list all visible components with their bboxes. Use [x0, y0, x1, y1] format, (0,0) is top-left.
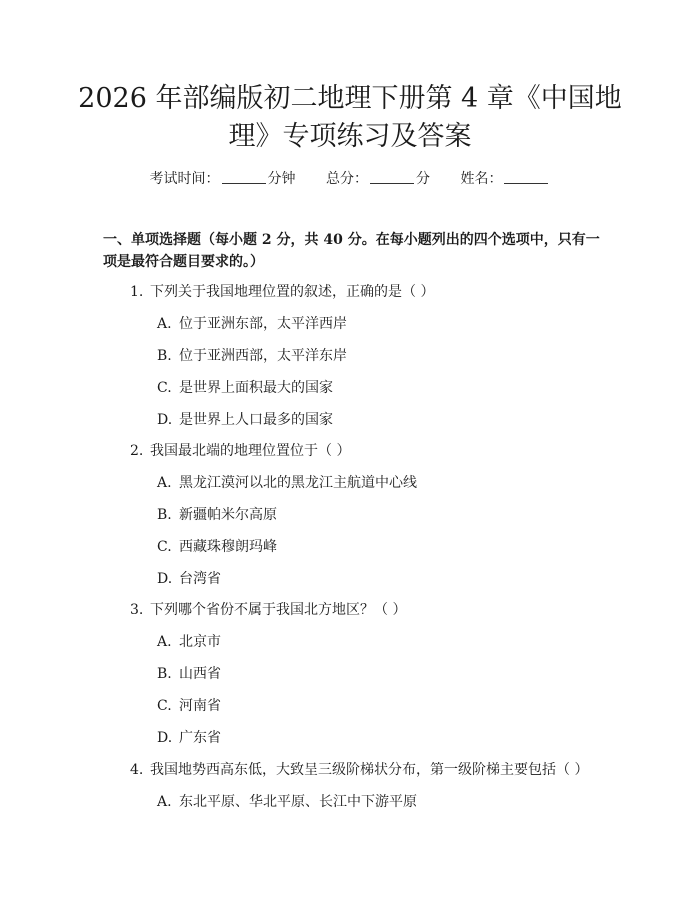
option-letter: C.: [157, 539, 172, 555]
option-letter: B.: [157, 348, 172, 364]
option-3c: [157, 695, 221, 715]
question-2: [130, 440, 350, 460]
question-number: 1.: [130, 284, 144, 300]
option-text: 新疆帕米尔高原: [179, 507, 277, 523]
score-blank: [370, 171, 414, 184]
name-blank: [504, 171, 548, 184]
section-heading: 一、单项选择题（每小题 2 分，共 40 分。在每小题列出的四个选项中，只有一项是最符合题目要求的。）: [103, 232, 600, 270]
option-letter: A.: [157, 475, 172, 491]
option-1a: [157, 313, 347, 333]
option-letter: B.: [157, 507, 172, 523]
question-number: 3.: [130, 602, 144, 618]
option-letter: A.: [157, 316, 172, 332]
option-letter: A.: [157, 634, 172, 650]
option-text: 广东省: [179, 730, 221, 746]
option-4a: [157, 791, 417, 811]
option-text: 是世界上人口最多的国家: [179, 412, 333, 428]
option-2c: [157, 536, 277, 556]
time-blank: [222, 171, 266, 184]
option-3d: [157, 727, 221, 747]
name-label: 姓名：: [460, 171, 503, 187]
option-letter: C.: [157, 380, 172, 396]
question-3: [130, 599, 406, 619]
question-number: 2.: [130, 443, 144, 459]
option-3a: [157, 631, 221, 651]
option-letter: B.: [157, 666, 172, 682]
total-score: [326, 171, 430, 187]
option-text: 山西省: [179, 666, 221, 682]
question-1: [130, 281, 434, 301]
student-name: [460, 171, 550, 187]
question-text: 我国最北端的地理位置位于（ ）: [150, 443, 351, 459]
title-line-1: 2026 年部编版初二地理下册第 4 章《中国地: [78, 83, 622, 114]
option-1c: [157, 377, 333, 397]
option-letter: C.: [157, 698, 172, 714]
question-text: 我国地势西高东低，大致呈三级阶梯状分布，第一级阶梯主要包括（ ）: [150, 762, 589, 778]
option-text: 位于亚洲东部，太平洋西岸: [179, 316, 347, 332]
option-2a: [157, 472, 417, 492]
option-letter: D.: [157, 571, 173, 587]
time-unit: 分钟: [267, 171, 296, 187]
option-text: 河南省: [179, 698, 221, 714]
option-text: 东北平原、华北平原、长江中下游平原: [179, 794, 417, 810]
option-2d: [157, 568, 221, 588]
option-1d: [157, 409, 333, 429]
option-text: 台湾省: [179, 571, 221, 587]
question-text: 下列关于我国地理位置的叙述，正确的是（ ）: [150, 284, 435, 300]
option-1b: [157, 345, 347, 365]
exam-time: [150, 171, 296, 187]
option-3b: [157, 663, 221, 683]
score-unit: 分: [416, 171, 430, 187]
exam-meta: [0, 168, 700, 188]
document-title: [60, 80, 640, 156]
option-text: 位于亚洲西部，太平洋东岸: [179, 348, 347, 364]
option-text: 西藏珠穆朗玛峰: [179, 539, 277, 555]
option-letter: D.: [157, 730, 173, 746]
option-text: 黑龙江漠河以北的黑龙江主航道中心线: [179, 475, 417, 491]
option-letter: D.: [157, 412, 173, 428]
question-text: 下列哪个省份不属于我国北方地区？（ ）: [150, 602, 407, 618]
option-text: 是世界上面积最大的国家: [179, 380, 333, 396]
option-letter: A.: [157, 794, 172, 810]
option-text: 北京市: [179, 634, 221, 650]
time-label: 考试时间：: [149, 171, 220, 187]
question-4: [130, 759, 588, 779]
question-number: 4.: [130, 762, 144, 778]
option-2b: [157, 504, 277, 524]
score-label: 总分：: [326, 171, 368, 187]
title-line-2: 理》专项练习及答案: [228, 121, 472, 152]
